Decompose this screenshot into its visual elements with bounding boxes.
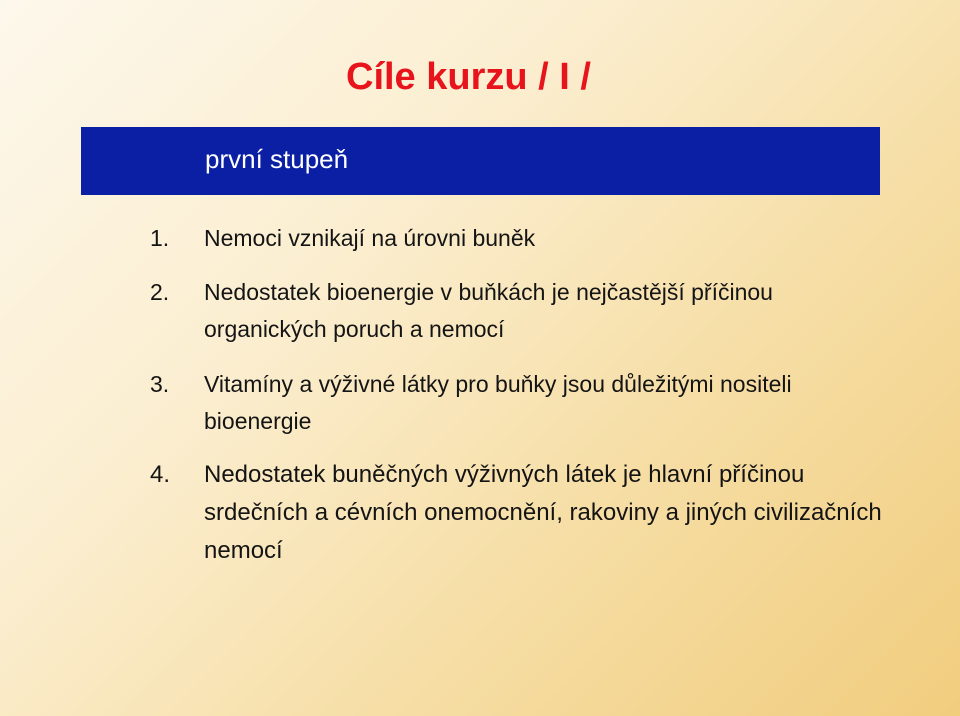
level-banner — [81, 127, 880, 195]
slide-title: Cíle kurzu / I / — [346, 56, 591, 98]
goal-text: Vitamíny a výživné látky pro buňky jsou důležitými nositeli bioenergie — [204, 371, 792, 434]
goal-text: Nemoci vznikají na úrovni buněk — [204, 225, 536, 251]
goal-number: 3. — [150, 371, 170, 397]
banner-label: první stupeň — [205, 144, 349, 174]
goal-number: 1. — [150, 225, 170, 251]
goal-text: Nedostatek bioenergie v buňkách je nejčastější příčinou organických poruch a nemocí — [204, 279, 773, 342]
goal-text: Nedostatek buněčných výživných látek je hlavní příčinou srdečních a cévních onemocnění, rakoviny a jiných civilizačních nemocí — [204, 461, 882, 564]
goal-number: 2. — [150, 279, 170, 305]
goal-number: 4. — [150, 461, 171, 488]
